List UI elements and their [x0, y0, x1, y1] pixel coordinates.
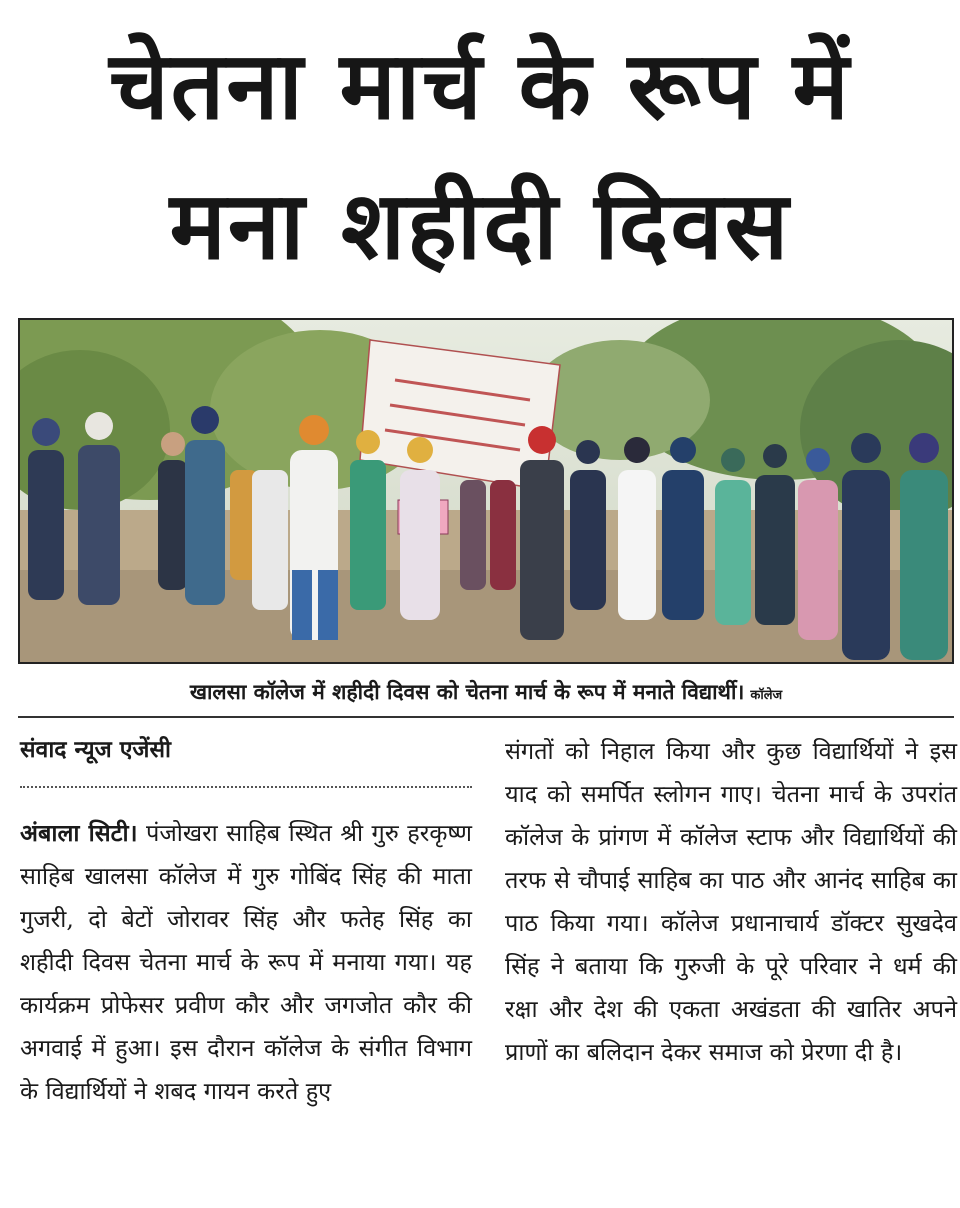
headline-line-1: चेतना मार्च के रूप में: [109, 32, 851, 141]
byline-divider: [20, 786, 472, 788]
article-column-right: [505, 730, 957, 1074]
section-divider: [18, 716, 954, 718]
headline-line-2: मना शहीदी दिवस: [169, 172, 791, 281]
agency-byline: संवाद न्यूज एजेंसी: [20, 737, 172, 763]
article-column-left: [20, 812, 472, 1113]
dateline: अंबाला सिटी।: [20, 819, 138, 847]
article-body-left: पंजोखरा साहिब स्थित श्री गुरु हरकृष्ण साहिब खालसा कॉलेज में गुरु गोबिंद सिंह की माता गुजरी, दो बेटों जोरावर सिंह और फतेह सिंह का शहीदी दिवस चेतना मार्च के रूप में मनाया गया। यह कार्यक्रम प्रोफेसर प्रवीण कौर और जगजोत कौर की अगवाई में हुआ। इस दौरान कॉलेज के संगीत विभाग के विद्यार्थियों ने शबद गायन करते हुए: [20, 819, 472, 1105]
photo-caption: [18, 672, 954, 712]
march-scene-illustration: [20, 320, 952, 662]
photo-credit: कॉलेज: [750, 688, 783, 703]
article-body-right: संगतों को निहाल किया और कुछ विद्यार्थियों ने इस याद को समर्पित स्लोगन गाए। चेतना मार्च के उपरांत कॉलेज के प्रांगण में कॉलेज स्टाफ और विद्यार्थियों की तरफ से चौपाई साहिब का पाठ और आनंद साहिब का पाठ किया गया। कॉलेज प्रधानाचार्य डॉक्टर सुखदेव सिंह ने बताया कि गुरुजी के पूरे परिवार ने धर्म की रक्षा और देश की एकता अखंडता की खातिर अपने प्राणों का बलिदान देकर समाज को प्रेरणा दी है।: [505, 737, 957, 1066]
caption-text: खालसा कॉलेज में शहीदी दिवस को चेतना मार्च के रूप में मनाते विद्यार्थी।: [189, 680, 745, 704]
news-photo: [18, 318, 954, 664]
